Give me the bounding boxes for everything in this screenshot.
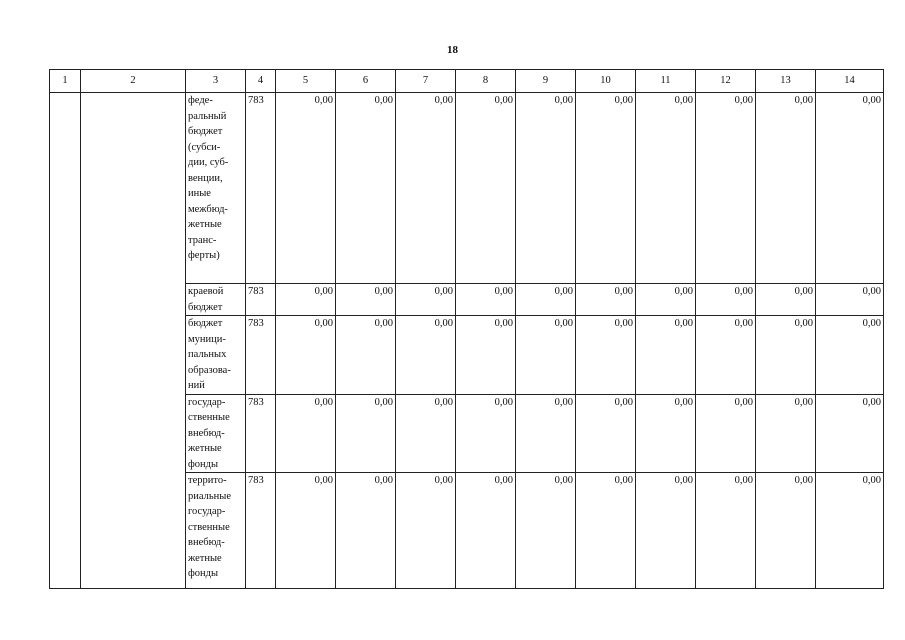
value-cell: 0,00	[636, 316, 696, 395]
funding-source-line: ственные	[188, 412, 230, 423]
funding-source-line: (субси-	[188, 141, 221, 153]
value-cell: 0,00	[456, 316, 516, 395]
value-cell: 0,00	[816, 394, 884, 473]
value-cell: 0,00	[276, 316, 336, 395]
funding-source-line: транс-	[188, 234, 217, 246]
value-cell: 0,00	[516, 394, 576, 473]
funding-source-line: жетные	[188, 219, 222, 230]
funding-source-line: бюджет	[188, 301, 223, 313]
code-cell: 783	[246, 93, 276, 284]
funding-source-line: внебюд-	[188, 537, 225, 548]
column-header-2: 2	[81, 70, 186, 93]
code-cell: 783	[246, 284, 276, 316]
value-cell: 0,00	[696, 316, 756, 395]
value-cell: 0,00	[276, 394, 336, 473]
funding-source-line: иные	[188, 188, 211, 199]
value-cell: 0,00	[816, 473, 884, 589]
funding-source-cell	[186, 316, 246, 395]
value-cell: 0,00	[756, 473, 816, 589]
funding-source-line: феде-	[188, 95, 213, 106]
value-cell: 0,00	[696, 284, 756, 316]
funding-source-line: государ-	[188, 396, 226, 408]
value-cell: 0,00	[636, 93, 696, 284]
column-header-10: 10	[576, 70, 636, 93]
funding-source-line: жетные	[188, 443, 222, 454]
funding-source-line: фонды	[188, 458, 219, 470]
column-header-5: 5	[276, 70, 336, 93]
value-cell: 0,00	[696, 473, 756, 589]
funding-source-line: ний	[188, 380, 205, 391]
value-cell: 0,00	[636, 394, 696, 473]
column-header-1: 1	[50, 70, 81, 93]
funding-source-cell	[186, 93, 246, 284]
value-cell: 0,00	[816, 284, 884, 316]
column-header-13: 13	[756, 70, 816, 93]
value-cell: 0,00	[696, 394, 756, 473]
value-cell: 0,00	[816, 316, 884, 395]
value-cell: 0,00	[276, 93, 336, 284]
value-cell: 0,00	[696, 93, 756, 284]
funding-source-line: бюджет	[188, 126, 223, 137]
column-header-3: 3	[186, 70, 246, 93]
page-number: 18	[447, 44, 458, 56]
funding-source-line: жетные	[188, 552, 222, 564]
value-cell: 0,00	[516, 473, 576, 589]
column-header-8: 8	[456, 70, 516, 93]
value-cell: 0,00	[396, 93, 456, 284]
funding-source-line: государ-	[188, 506, 226, 517]
funding-source-line: венции,	[188, 172, 223, 184]
value-cell: 0,00	[456, 394, 516, 473]
value-cell: 0,00	[396, 473, 456, 589]
funding-source-line: фонды	[188, 568, 219, 579]
value-cell: 0,00	[396, 316, 456, 395]
table-row	[50, 93, 884, 284]
column-header-7: 7	[396, 70, 456, 93]
funding-source-line: образова-	[188, 364, 231, 376]
funding-source-line: внебюд-	[188, 427, 225, 439]
value-cell: 0,00	[636, 284, 696, 316]
table-header-row	[50, 70, 884, 93]
value-cell: 0,00	[576, 93, 636, 284]
value-cell: 0,00	[756, 316, 816, 395]
value-cell: 0,00	[756, 93, 816, 284]
value-cell: 0,00	[276, 284, 336, 316]
funding-source-line: ственные	[188, 521, 230, 533]
value-cell: 0,00	[516, 93, 576, 284]
value-cell: 0,00	[576, 394, 636, 473]
value-cell: 0,00	[816, 93, 884, 284]
column-header-9: 9	[516, 70, 576, 93]
value-cell: 0,00	[336, 284, 396, 316]
funding-source-line: ферты)	[188, 250, 220, 261]
value-cell: 0,00	[276, 473, 336, 589]
funding-source-line: риальные	[188, 490, 231, 502]
funding-source-line: пальных	[188, 349, 227, 360]
funding-source-line: ральный	[188, 110, 227, 122]
funding-source-line: муници-	[188, 333, 226, 345]
funding-source-cell	[186, 284, 246, 316]
funding-source-cell	[186, 473, 246, 589]
code-cell: 783	[246, 394, 276, 473]
code-cell: 783	[246, 316, 276, 395]
funding-source-line: террито-	[188, 475, 227, 486]
value-cell: 0,00	[336, 394, 396, 473]
value-cell: 0,00	[456, 473, 516, 589]
value-cell: 0,00	[576, 316, 636, 395]
value-cell: 0,00	[756, 284, 816, 316]
column-2-cell	[81, 93, 186, 589]
funding-source-line: бюджет	[188, 318, 223, 329]
code-cell: 783	[246, 473, 276, 589]
column-header-12: 12	[696, 70, 756, 93]
value-cell: 0,00	[516, 284, 576, 316]
value-cell: 0,00	[456, 284, 516, 316]
value-cell: 0,00	[396, 394, 456, 473]
column-1-cell	[50, 93, 81, 589]
column-header-4: 4	[246, 70, 276, 93]
value-cell: 0,00	[456, 93, 516, 284]
value-cell: 0,00	[636, 473, 696, 589]
funding-source-cell	[186, 394, 246, 473]
budget-table	[49, 69, 884, 589]
funding-source-line: краевой	[188, 286, 224, 297]
value-cell: 0,00	[576, 473, 636, 589]
value-cell: 0,00	[336, 473, 396, 589]
column-header-14: 14	[816, 70, 884, 93]
value-cell: 0,00	[336, 316, 396, 395]
value-cell: 0,00	[396, 284, 456, 316]
column-header-6: 6	[336, 70, 396, 93]
funding-source-line: межбюд-	[188, 203, 228, 215]
column-header-11: 11	[636, 70, 696, 93]
funding-source-line: дии, суб-	[188, 157, 229, 168]
value-cell: 0,00	[756, 394, 816, 473]
value-cell: 0,00	[576, 284, 636, 316]
value-cell: 0,00	[336, 93, 396, 284]
value-cell: 0,00	[516, 316, 576, 395]
